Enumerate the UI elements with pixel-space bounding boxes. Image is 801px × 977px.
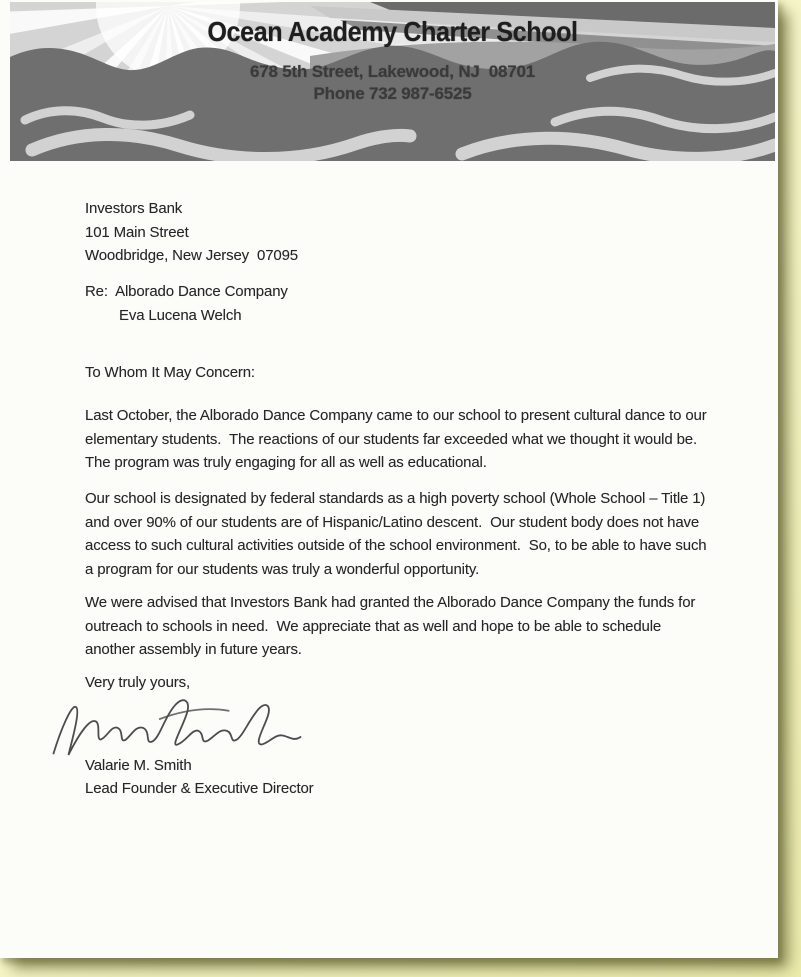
recipient-line: Investors Bank — [85, 200, 183, 217]
paragraph-2 — [85, 487, 707, 581]
body-line: access to such cultural activities outside of the school environment. So, to be able to have such — [85, 537, 707, 554]
school-name: Ocean Academy Charter School — [207, 16, 578, 47]
signer-name: Valarie M. Smith — [85, 757, 192, 774]
body-line: Last October, the Alborado Dance Company came to our school to present cultural dance to our — [85, 407, 707, 424]
body-line: We were advised that Investors Bank had granted the Alborado Dance Company the funds for — [85, 594, 696, 611]
salutation: To Whom It May Concern: — [85, 364, 255, 381]
subject-line: Re: Alborado Dance Company — [85, 283, 288, 300]
body-line: Our school is designated by federal standards as a high poverty school (Whole School – Title 1) — [85, 490, 706, 507]
valediction: Very truly yours, — [85, 674, 190, 691]
body-line: The program was truly engaging for all as well as educational. — [85, 454, 487, 471]
body-line: a program for our students was truly a wonderful opportunity. — [85, 560, 480, 578]
signer-title: Lead Founder & Executive Director — [85, 780, 314, 797]
school-address: 678 5th Street, Lakewood, NJ 08701 — [250, 62, 535, 81]
body-line: and over 90% of our students are of Hispanic/Latino descent. Our student body does not have — [85, 513, 700, 531]
body-line: another assembly in future years. — [85, 641, 302, 658]
recipient-line: 101 Main Street — [85, 223, 189, 241]
recipient-line: Woodbridge, New Jersey 07095 — [85, 247, 298, 264]
body-line: elementary students. The reactions of our students far exceeded what we thought it would be. — [85, 430, 697, 448]
subject-line: Eva Lucena Welch — [119, 306, 242, 324]
paragraph-3 — [85, 591, 695, 662]
recipient-address — [85, 197, 298, 268]
paragraph-1 — [85, 404, 707, 475]
subject-reference — [85, 280, 288, 327]
body-line: outreach to schools in need. We appreciate that as well and hope to be able to schedule — [85, 617, 662, 635]
school-phone: Phone 732 987-6525 — [313, 84, 472, 103]
letterhead — [10, 2, 775, 161]
